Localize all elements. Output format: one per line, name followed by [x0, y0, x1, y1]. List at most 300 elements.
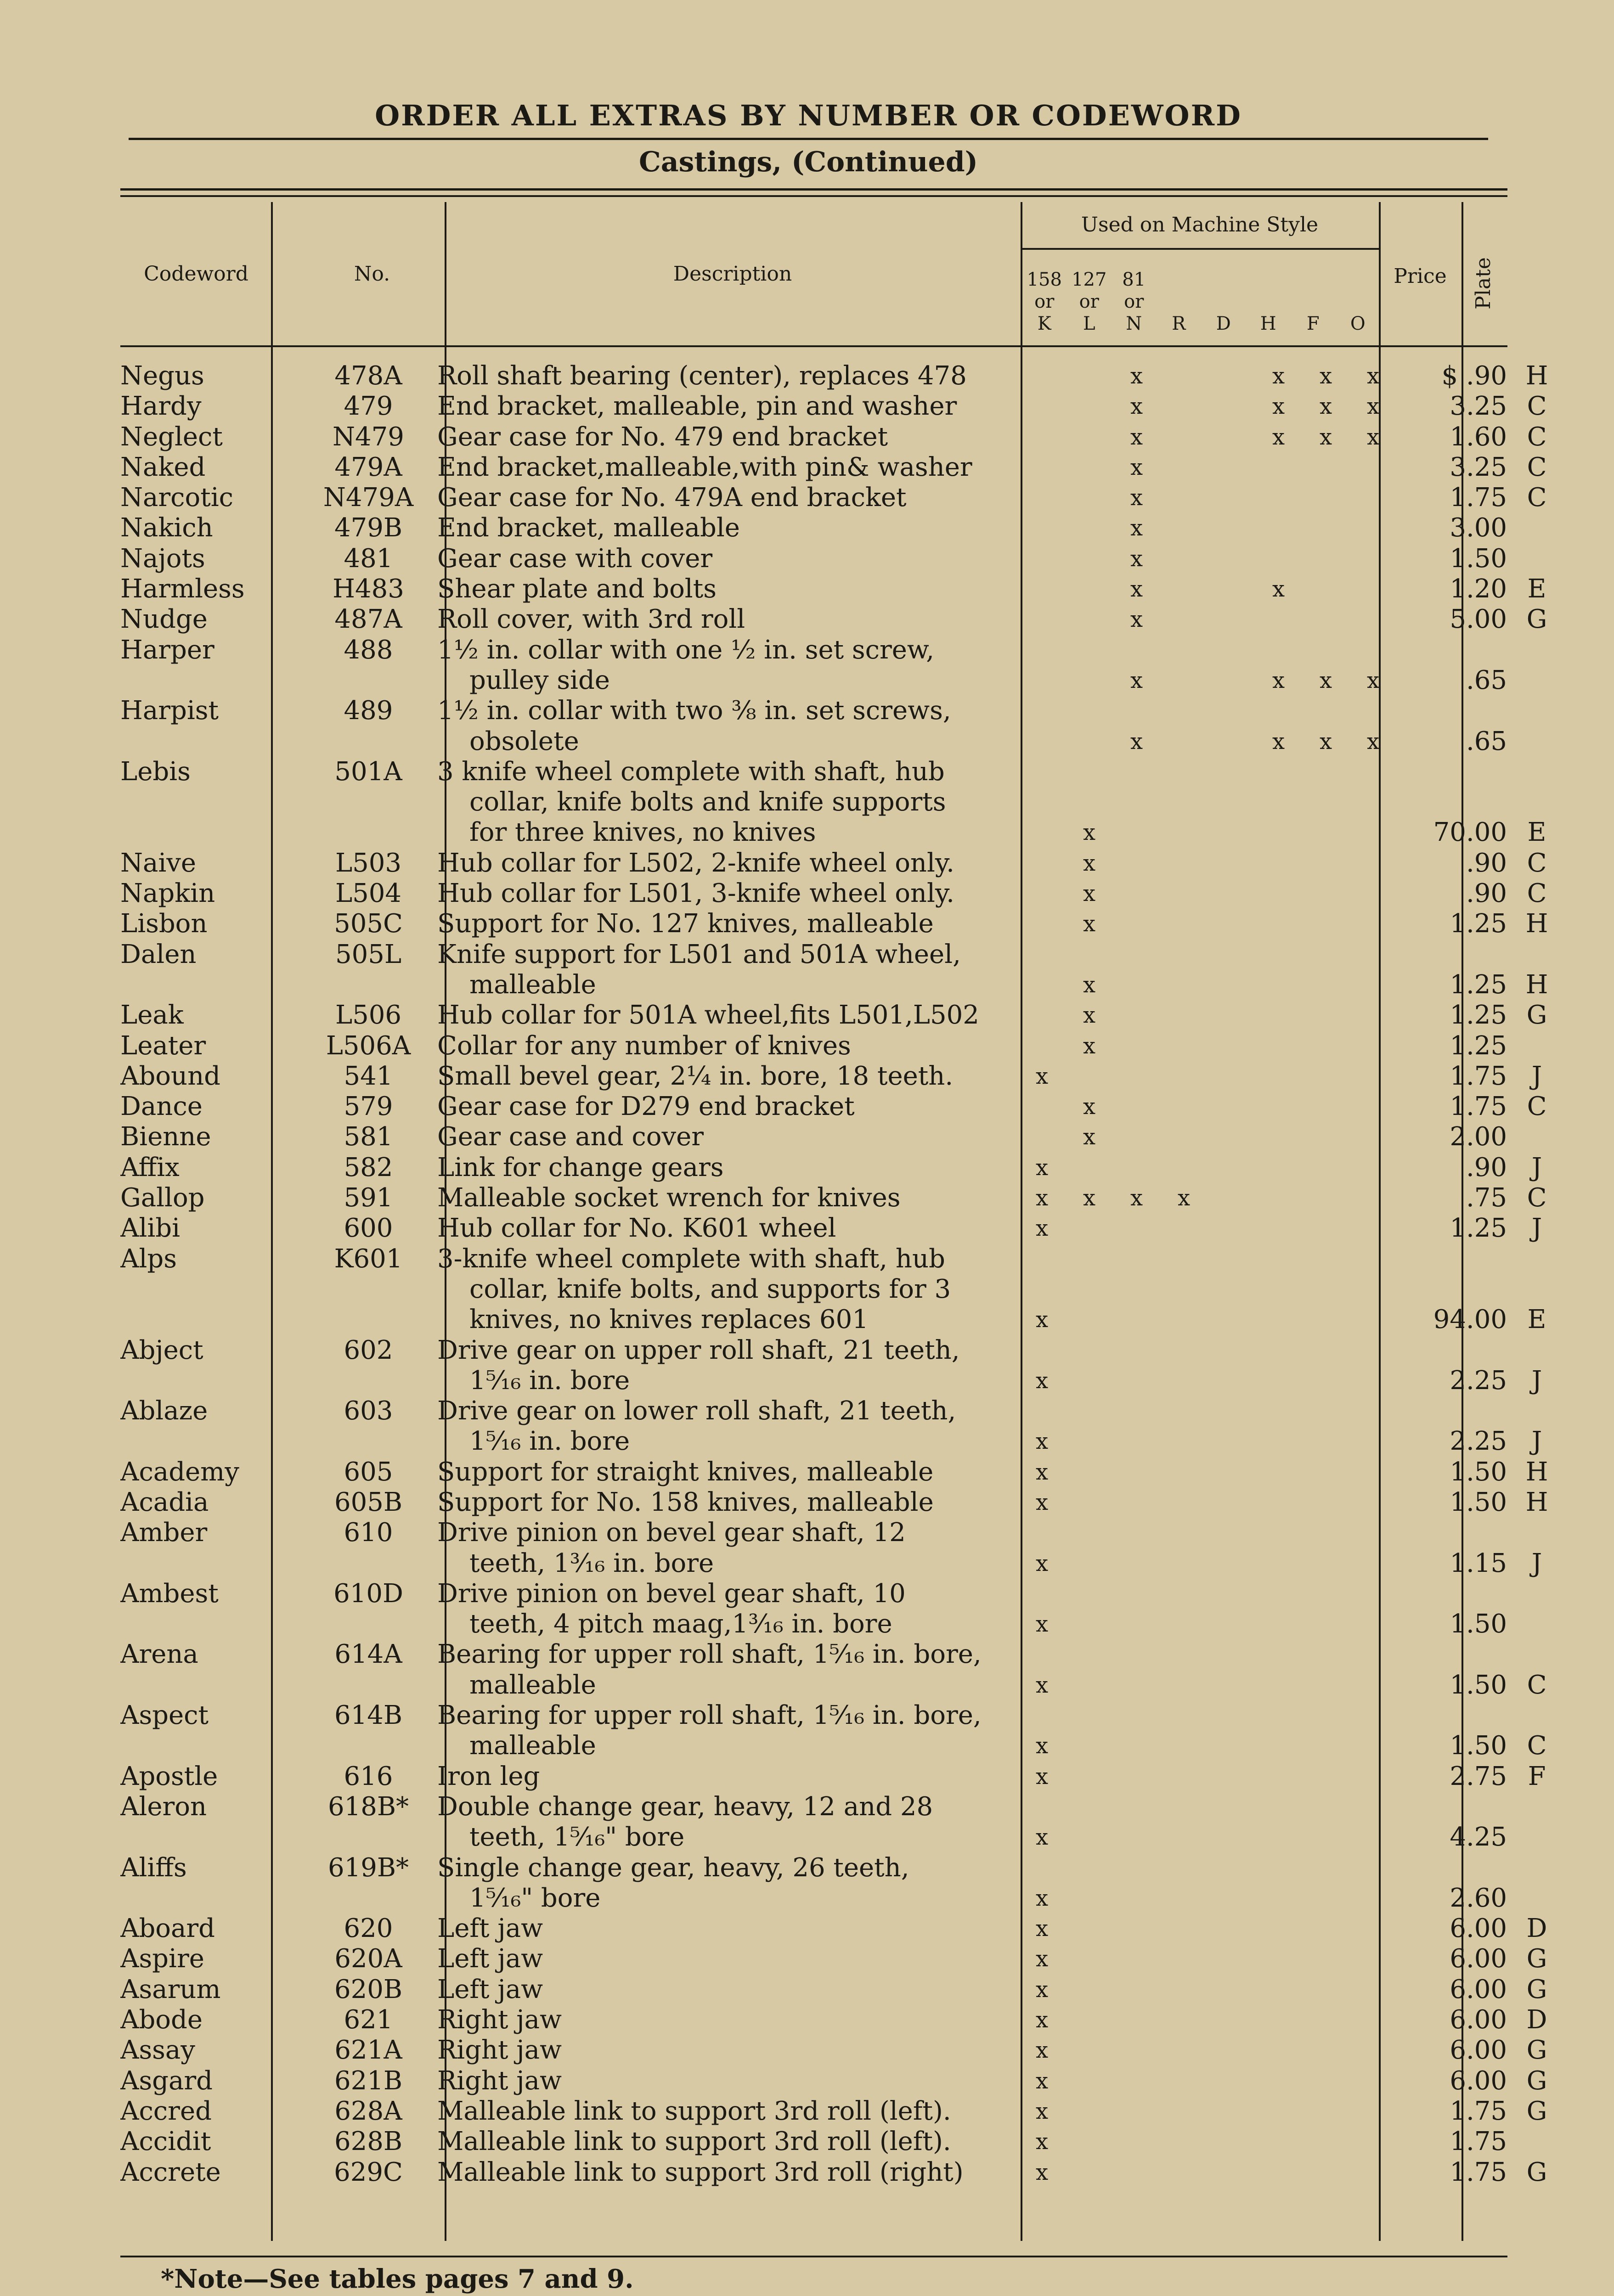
number-cell: 505C [334, 909, 403, 939]
description-cell [437, 1761, 1018, 1792]
style-mark-cell [1208, 1853, 1255, 1914]
codeword-cell: Neglect [120, 422, 223, 452]
style-mark-cell: x [1083, 881, 1096, 907]
style-mark-cell [1066, 1244, 1113, 1335]
plate-cell: G [1526, 1944, 1547, 1974]
number-cell: 614B [334, 1700, 403, 1731]
style-mark-cell [1255, 1518, 1302, 1579]
description-line: Right jaw [437, 2065, 562, 2096]
style-mark-cell [1208, 1944, 1255, 1974]
style-mark-cell [1302, 1122, 1349, 1152]
price-cell: 3.25 [1450, 391, 1507, 422]
plate-cell: G [1526, 2035, 1547, 2065]
style-mark-cell [1066, 1700, 1113, 1761]
style-mark-cell: x [1035, 2007, 1049, 2033]
number-cell: N479A [323, 483, 414, 513]
description-line: Roll shaft bearing (center), replaces 478 [437, 361, 967, 391]
style-mark-cell: x [1130, 607, 1143, 633]
style-mark-cell [1160, 604, 1208, 635]
style-mark-cell [1208, 1913, 1255, 1944]
description-line: Support for No. 127 knives, malleable [437, 909, 934, 939]
style-mark-cell: x [1083, 972, 1096, 998]
price-cell: 70.00 [1433, 817, 1507, 848]
description-cell [437, 1031, 1018, 1061]
style-mark-cell: x [1366, 424, 1380, 450]
codeword-cell: Bienne [120, 1122, 211, 1152]
style-mark-cell [1349, 1853, 1397, 1914]
style-mark-cell [1208, 1975, 1255, 2005]
description-cell [437, 1518, 1018, 1579]
style-mark-cell: x [1130, 424, 1143, 450]
style-mark-cell [1160, 1792, 1208, 1853]
style-mark-cell [1066, 1639, 1113, 1700]
header-bottom-rule [120, 345, 1507, 347]
style-mark-cell: x [1083, 1002, 1096, 1029]
table-bottom-rule [120, 2256, 1507, 2257]
plate-cell [1507, 1853, 1567, 1914]
number-cell: 600 [344, 1213, 393, 1244]
description-line: Malleable link to support 3rd roll (left). [437, 2127, 951, 2157]
description-cell [437, 1579, 1018, 1640]
style-mark-cell [1208, 1396, 1255, 1457]
style-mark-cell [1349, 2035, 1397, 2065]
style-mark-cell [1160, 544, 1208, 574]
style-mark-cell: x [1319, 728, 1332, 754]
style-mark-cell [1018, 1031, 1066, 1061]
plate-cell: G [1526, 1974, 1547, 2004]
description-line: Hub collar for 501A wheel,fits L501,L502 [437, 1000, 979, 1030]
style-mark-cell [1255, 878, 1302, 909]
style-mark-cell [1113, 909, 1160, 939]
style-mark-cell [1113, 1639, 1160, 1700]
style-mark-cell [1018, 1000, 1066, 1030]
table-row [120, 361, 1567, 391]
description-line: Right jaw [437, 2005, 562, 2035]
style-mark-cell [1160, 513, 1208, 543]
codeword-cell: Aboard [120, 1913, 215, 1944]
description-cell [437, 757, 1018, 848]
description-cell [437, 940, 1018, 1001]
style-mark-cell [1302, 1975, 1349, 2005]
style-mark-cell [1255, 1335, 1302, 1396]
description-line: teeth, 1⁵⁄₁₆" bore [469, 1822, 685, 1852]
style-mark-cell: x [1366, 394, 1380, 420]
style-mark-cell [1208, 483, 1255, 513]
table-row [120, 452, 1567, 483]
style-header-line: or [1079, 291, 1099, 312]
style-mark-cell [1349, 1031, 1397, 1061]
style-mark-cell: x [1319, 667, 1332, 693]
table-row [120, 1092, 1567, 1122]
table-row [120, 1944, 1567, 1974]
style-mark-cell [1302, 1061, 1349, 1092]
style-mark-cell [1349, 2157, 1397, 2188]
style-mark-cell [1066, 1457, 1113, 1487]
price-cell: 1.20 [1450, 574, 1507, 604]
price-cell: .90 [1466, 1152, 1507, 1182]
price-cell: 6.00 [1450, 2005, 1507, 2035]
description-cell [437, 1944, 1018, 1974]
number-cell: L504 [335, 878, 402, 909]
codeword-cell: Negus [120, 361, 204, 391]
number-cell: 620B [334, 1974, 403, 2004]
style-header-line [1291, 269, 1336, 291]
style-mark-cell: x [1130, 667, 1143, 693]
description-cell [437, 1457, 1018, 1487]
style-mark-cell [1208, 1457, 1255, 1487]
style-mark-cell [1113, 1244, 1160, 1335]
table-row [120, 1579, 1567, 1640]
price-cell: 6.00 [1450, 1974, 1507, 2004]
description-header: Description [673, 262, 792, 286]
style-mark-cell [1160, 1457, 1208, 1487]
price-cell: 2.60 [1450, 1883, 1507, 1913]
price-cell: 4.25 [1450, 1822, 1507, 1852]
description-cell [437, 604, 1018, 635]
plate-cell: J [1531, 1213, 1542, 1244]
style-mark-cell [1255, 1457, 1302, 1487]
style-mark-cell [1349, 2066, 1397, 2096]
style-mark-cell [1160, 483, 1208, 513]
table-row [120, 2066, 1567, 2096]
style-mark-cell [1255, 1761, 1302, 1792]
description-line: 1½ in. collar with two ⅜ in. set screws, [437, 696, 951, 726]
style-mark-cell: x [1035, 1885, 1049, 1911]
style-mark-cell [1018, 848, 1066, 878]
style-mark-cell [1208, 909, 1255, 939]
number-cell: 621 [344, 2005, 393, 2035]
style-mark-cell [1208, 696, 1255, 757]
style-mark-cell [1302, 757, 1349, 848]
style-mark-cell [1302, 1183, 1349, 1213]
plate-cell: H [1525, 361, 1548, 391]
description-cell [437, 1061, 1018, 1092]
description-line: End bracket, malleable [437, 513, 740, 543]
number-cell: L503 [335, 848, 402, 878]
codeword-cell: Harper [120, 635, 214, 665]
description-line: Gear case for D279 end bracket [437, 1092, 855, 1122]
style-mark-cell [1066, 696, 1113, 757]
style-mark-cell [1066, 1061, 1113, 1092]
style-mark-cell [1018, 422, 1066, 452]
style-mark-cell: x [1130, 1185, 1143, 1211]
style-mark-cell [1160, 696, 1208, 757]
style-mark-cell [1255, 2035, 1302, 2065]
style-mark-cell: x [1366, 363, 1380, 389]
description-cell [437, 513, 1018, 543]
style-mark-cell [1255, 1122, 1302, 1152]
style-mark-cell [1302, 848, 1349, 878]
style-mark-cell [1208, 1335, 1255, 1396]
codeword-header: Codeword [144, 262, 248, 286]
plate-cell [1507, 635, 1567, 696]
style-mark-cell [1018, 604, 1066, 635]
plate-cell: C [1527, 848, 1547, 878]
plate-cell: C [1527, 452, 1547, 482]
style-mark-cell [1349, 1639, 1397, 1700]
codeword-cell: Harmless [120, 574, 245, 604]
style-mark-cell [1255, 1700, 1302, 1761]
description-line: Drive gear on lower roll shaft, 21 teeth, [437, 1396, 956, 1426]
style-mark-cell [1113, 1792, 1160, 1853]
number-cell: 487A [334, 604, 402, 635]
style-header-l [1067, 269, 1112, 335]
style-mark-cell [1349, 1122, 1397, 1152]
description-cell [437, 1122, 1018, 1152]
number-cell: 619B* [327, 1852, 409, 1883]
plate-cell: C [1527, 422, 1547, 452]
description-line: Hub collar for L502, 2-knife wheel only. [437, 848, 954, 878]
description-cell [437, 1213, 1018, 1244]
price-cell: 1.75 [1450, 1061, 1507, 1091]
style-mark-cell [1113, 2127, 1160, 2157]
description-line: Hub collar for No. K601 wheel [437, 1213, 836, 1244]
style-mark-cell: x [1130, 546, 1143, 572]
codeword-cell: Leater [120, 1030, 206, 1061]
style-mark-cell [1113, 1335, 1160, 1396]
number-cell: 616 [344, 1761, 393, 1791]
style-mark-cell [1113, 1853, 1160, 1914]
style-mark-cell: x [1035, 1824, 1049, 1851]
codeword-cell: Accidit [120, 2127, 211, 2157]
description-cell [437, 635, 1018, 696]
table-row [120, 1335, 1567, 1396]
style-mark-cell [1302, 1639, 1349, 1700]
description-cell [437, 2157, 1018, 2188]
style-mark-cell [1160, 2096, 1208, 2127]
style-mark-cell [1208, 1761, 1255, 1792]
style-mark-cell [1349, 1700, 1397, 1761]
style-mark-cell [1113, 2096, 1160, 2127]
style-mark-cell [1349, 909, 1397, 939]
style-mark-cell: x [1035, 1216, 1049, 1242]
price-cell: .75 [1466, 1183, 1507, 1213]
table-row [120, 544, 1567, 574]
number-cell: 541 [344, 1061, 393, 1091]
description-cell [437, 1092, 1018, 1122]
style-mark-cell: x [1035, 1763, 1049, 1790]
description-line: malleable [469, 1670, 596, 1700]
table-top-rule [120, 188, 1507, 191]
description-line: End bracket,malleable,with pin& washer [437, 452, 972, 482]
description-line: Link for change gears [437, 1152, 724, 1182]
codeword-cell: Aspire [120, 1944, 204, 1974]
style-mark-cell [1255, 1031, 1302, 1061]
style-mark-cell [1208, 422, 1255, 452]
style-mark-cell [1208, 513, 1255, 543]
number-cell: 479B [334, 513, 403, 543]
plate-cell: H [1525, 969, 1548, 1000]
style-mark-cell [1208, 574, 1255, 604]
codeword-cell: Narcotic [120, 483, 234, 513]
style-mark-cell [1302, 1913, 1349, 1944]
description-line: Bearing for upper roll shaft, 1⁵⁄₁₆ in. bore, [437, 1639, 982, 1670]
style-mark-cell [1349, 1183, 1397, 1213]
style-mark-cell [1113, 1061, 1160, 1092]
style-mark-cell [1302, 1700, 1349, 1761]
style-mark-cell [1255, 940, 1302, 1001]
style-mark-cell [1113, 1761, 1160, 1792]
plate-cell: C [1527, 1731, 1547, 1761]
table-row [120, 635, 1567, 696]
table-row [120, 2157, 1567, 2188]
style-mark-cell [1160, 1000, 1208, 1030]
codeword-cell: Nudge [120, 604, 208, 635]
style-mark-cell [1255, 544, 1302, 574]
table-row [120, 2127, 1567, 2157]
style-header-line: N [1126, 313, 1142, 334]
table-row [120, 1183, 1567, 1213]
description-line: teeth, 4 pitch maag,1³⁄₁₆ in. bore [469, 1609, 892, 1639]
style-mark-cell: x [1035, 1733, 1049, 1759]
style-mark-cell [1066, 2066, 1113, 2096]
plate-cell [1507, 696, 1567, 757]
style-mark-cell: x [1272, 424, 1285, 450]
style-mark-cell: x [1130, 515, 1143, 541]
codeword-cell: Accrete [120, 2157, 221, 2187]
table-row [120, 1122, 1567, 1152]
style-mark-cell [1349, 1579, 1397, 1640]
description-cell [437, 574, 1018, 604]
style-mark-cell: x [1035, 1489, 1049, 1515]
style-mark-cell [1349, 940, 1397, 1001]
style-mark-cell [1255, 513, 1302, 543]
plate-cell: G [1526, 2096, 1547, 2126]
price-cell: 1.25 [1450, 969, 1507, 1000]
codeword-cell: Naked [120, 452, 206, 482]
codeword-cell: Napkin [120, 878, 215, 909]
style-mark-cell [1066, 2096, 1113, 2127]
codeword-cell: Alps [120, 1244, 177, 1274]
style-mark-cell [1018, 1122, 1066, 1152]
style-header-line [1291, 291, 1336, 313]
codeword-cell: Asgard [120, 2065, 213, 2096]
style-mark-cell: x [1130, 454, 1143, 480]
style-mark-cell [1302, 1153, 1349, 1183]
style-mark-cell [1208, 1213, 1255, 1244]
style-mark-cell [1113, 2005, 1160, 2035]
price-cell: 1.50 [1450, 1487, 1507, 1517]
style-header-line: D [1216, 313, 1231, 334]
number-cell: 602 [344, 1335, 393, 1365]
description-cell [437, 1700, 1018, 1761]
style-header-line [1157, 269, 1202, 291]
number-header: No. [354, 262, 390, 286]
style-header-o [1336, 269, 1381, 335]
description-line: Roll cover, with 3rd roll [437, 604, 745, 635]
style-mark-cell: x [1130, 728, 1143, 754]
style-mark-cell [1018, 391, 1066, 422]
style-mark-cell [1160, 1639, 1208, 1700]
style-mark-cell: x [1035, 2159, 1049, 2185]
style-mark-cell [1113, 2157, 1160, 2188]
style-mark-cell: x [1177, 1185, 1191, 1211]
style-mark-cell [1255, 1213, 1302, 1244]
style-mark-cell: x [1035, 2037, 1049, 2064]
number-cell: 478A [334, 361, 402, 391]
style-header-f [1291, 269, 1336, 335]
style-header-line: 81 [1122, 269, 1146, 290]
style-mark-cell [1066, 574, 1113, 604]
style-mark-cell [1302, 2005, 1349, 2035]
table-row [120, 1975, 1567, 2005]
description-cell [437, 544, 1018, 574]
style-mark-cell [1208, 452, 1255, 483]
codeword-cell: Leak [120, 1000, 184, 1030]
style-header-line: H [1260, 313, 1276, 334]
style-mark-cell [1208, 391, 1255, 422]
style-mark-cell [1113, 1518, 1160, 1579]
table-row [120, 1639, 1567, 1700]
number-cell: 610D [333, 1578, 403, 1609]
style-mark-cell [1208, 1639, 1255, 1700]
description-line: Gear case and cover [437, 1122, 704, 1152]
style-mark-cell [1066, 1853, 1113, 1914]
style-mark-cell [1208, 604, 1255, 635]
style-mark-cell [1066, 1153, 1113, 1183]
style-mark-cell [1349, 1000, 1397, 1030]
price-cell: 1.50 [1450, 1670, 1507, 1700]
style-header-line [1336, 291, 1381, 313]
style-mark-cell [1018, 635, 1066, 696]
plate-cell [1507, 1792, 1567, 1853]
codeword-cell: Amber [120, 1518, 208, 1548]
style-mark-cell [1066, 1975, 1113, 2005]
price-cell: 2.25 [1450, 1426, 1507, 1457]
style-mark-cell [1113, 1396, 1160, 1457]
style-mark-cell [1160, 361, 1208, 391]
style-mark-cell [1113, 1944, 1160, 1974]
number-cell: 489 [344, 696, 393, 726]
price-cell: 1.25 [1450, 1030, 1507, 1061]
table-row [120, 1487, 1567, 1518]
style-mark-cell [1349, 1092, 1397, 1122]
description-cell [437, 2066, 1018, 2096]
style-mark-cell [1302, 1000, 1349, 1030]
price-header: Price [1394, 264, 1447, 288]
style-mark-cell [1160, 940, 1208, 1001]
description-line: Collar for any number of knives [437, 1030, 851, 1061]
description-line: Single change gear, heavy, 26 teeth, [437, 1852, 909, 1883]
plate-cell: C [1527, 878, 1547, 909]
number-cell: 479A [334, 452, 402, 482]
table-row [120, 878, 1567, 909]
style-mark-cell [1349, 574, 1397, 604]
style-mark-cell [1160, 1335, 1208, 1396]
page-title: ORDER ALL EXTRAS BY NUMBER OR CODEWORD [375, 99, 1242, 132]
codeword-cell: Accred [120, 2096, 212, 2126]
codeword-cell: Naive [120, 848, 197, 878]
description-line: Support for No. 158 knives, malleable [437, 1487, 934, 1517]
style-mark-cell [1160, 2066, 1208, 2096]
codeword-cell: Gallop [120, 1183, 205, 1213]
style-mark-cell [1302, 909, 1349, 939]
codeword-cell: Aleron [120, 1791, 207, 1822]
style-mark-cell [1113, 940, 1160, 1001]
style-header-n [1112, 269, 1157, 335]
style-mark-cell [1208, 361, 1255, 391]
description-line: Right jaw [437, 2035, 562, 2065]
codeword-cell: Dance [120, 1092, 203, 1122]
style-header-h [1246, 269, 1291, 335]
style-mark-cell [1160, 757, 1208, 848]
price-cell: 1.25 [1450, 909, 1507, 939]
style-mark-cell [1349, 1061, 1397, 1092]
plate-cell: G [1526, 2065, 1547, 2096]
style-mark-cell [1160, 878, 1208, 909]
table-row [120, 1031, 1567, 1061]
description-cell [437, 2096, 1018, 2127]
